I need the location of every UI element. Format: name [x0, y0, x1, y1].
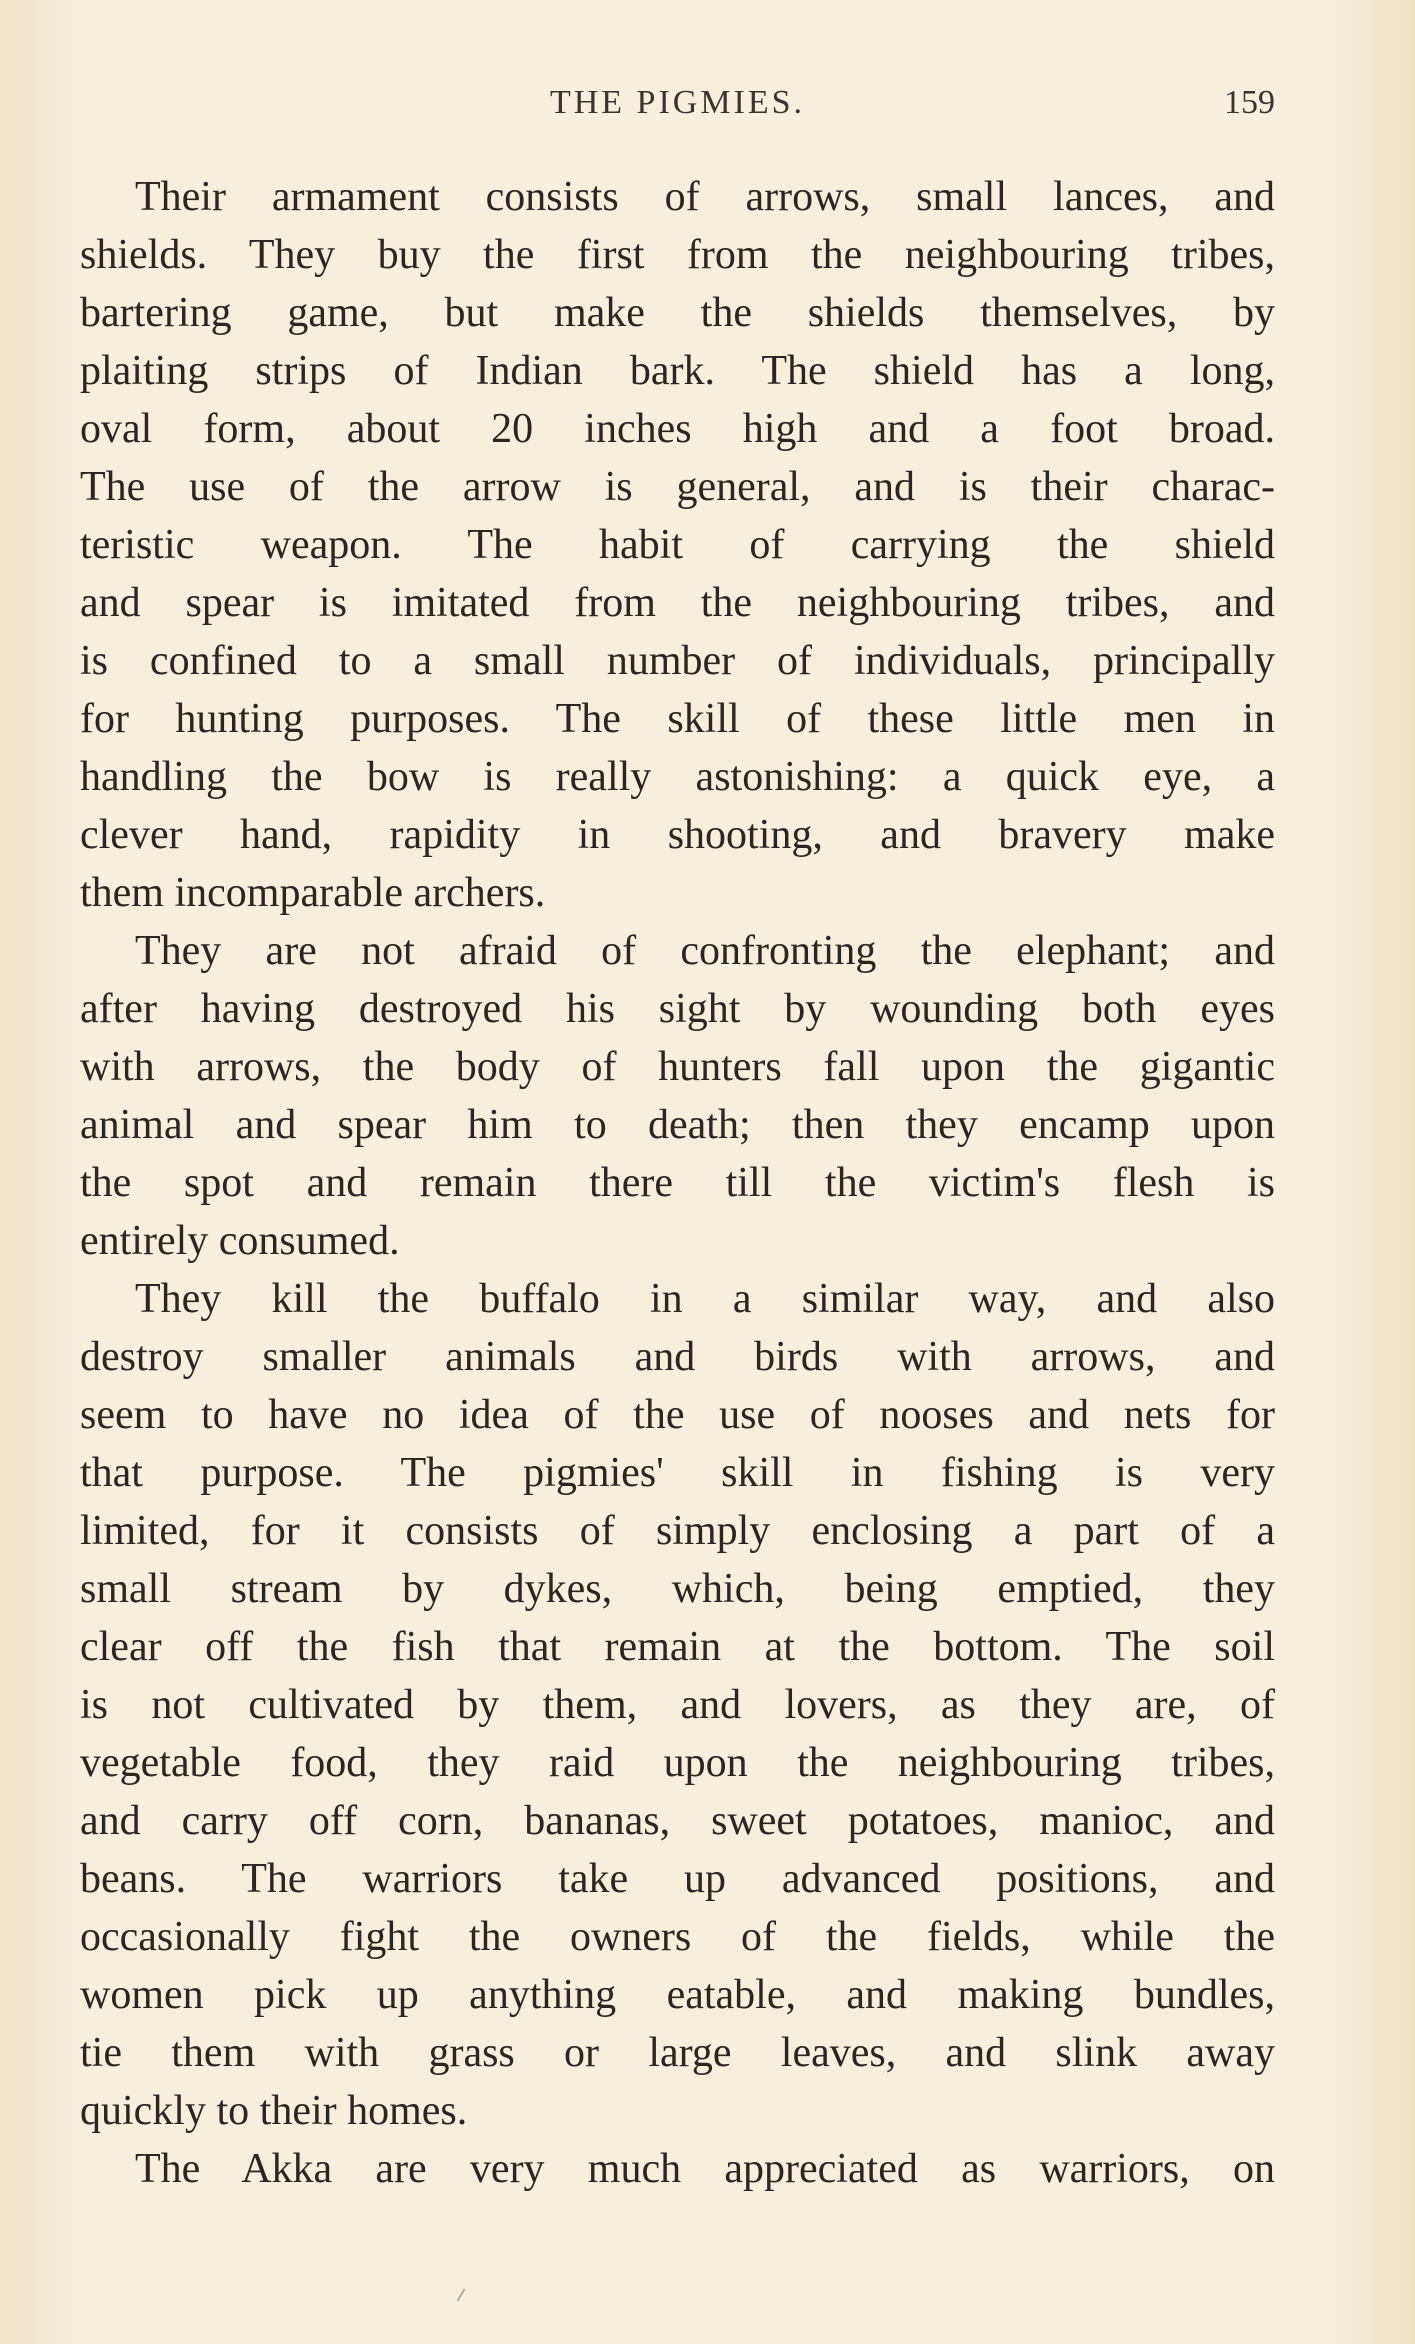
text-line: shields. They buy the first from the neighbouring tribes,	[80, 232, 1275, 278]
text-line: with arrows, the body of hunters fall upon the gigantic	[80, 1044, 1275, 1090]
text-line: after having destroyed his sight by wounding both eyes	[80, 986, 1275, 1032]
text-line: is confined to a small number of individuals, principally	[80, 638, 1275, 684]
text-line: beans. The warriors take up advanced positions, and	[80, 1856, 1275, 1902]
text-line: vegetable food, they raid upon the neighbouring tribes,	[80, 1740, 1275, 1786]
text-line: small stream by dykes, which, being emptied, they	[80, 1566, 1275, 1612]
text-line: teristic weapon. The habit of carrying the shield	[80, 522, 1275, 568]
text-line: destroy smaller animals and birds with arrows, and	[80, 1334, 1275, 1380]
text-line: plaiting strips of Indian bark. The shield has a long,	[80, 348, 1275, 394]
text-line: Their armament consists of arrows, small lances, and	[135, 174, 1275, 220]
text-line: animal and spear him to death; then they encamp upon	[80, 1102, 1275, 1148]
text-line: They kill the buffalo in a similar way, and also	[135, 1276, 1275, 1322]
text-line: and spear is imitated from the neighbouring tribes, and	[80, 580, 1275, 626]
text-line: is not cultivated by them, and lovers, as they are, of	[80, 1682, 1275, 1728]
text-line: tie them with grass or large leaves, and slink away	[80, 2030, 1275, 2076]
text-line: limited, for it consists of simply enclosing a part of a	[80, 1508, 1275, 1554]
text-line: bartering game, but make the shields themselves, by	[80, 290, 1275, 336]
text-line: that purpose. The pigmies' skill in fishing is very	[80, 1450, 1275, 1496]
text-line: The use of the arrow is general, and is their charac-	[80, 464, 1275, 510]
text-line: them incomparable archers.	[80, 870, 546, 916]
text-line: quickly to their homes.	[80, 2088, 468, 2134]
running-head: THE PIGMIES.	[549, 84, 806, 121]
body-text	[80, 168, 1275, 2198]
text-line: clear off the fish that remain at the bottom. The soil	[80, 1624, 1275, 1670]
text-line: the spot and remain there till the victim's flesh is	[80, 1160, 1275, 1206]
text-line: They are not afraid of confronting the elephant; and	[135, 928, 1275, 974]
text-line: occasionally fight the owners of the fields, while the	[80, 1914, 1275, 1960]
page-number: 159	[1224, 84, 1275, 121]
text-line: clever hand, rapidity in shooting, and bravery make	[80, 812, 1275, 858]
text-line: The Akka are very much appreciated as warriors, on	[135, 2146, 1275, 2192]
ink-speck	[457, 2288, 466, 2301]
text-line: entirely consumed.	[80, 1218, 400, 1264]
text-line: and carry off corn, bananas, sweet potatoes, manioc, and	[80, 1798, 1275, 1844]
text-line: oval form, about 20 inches high and a foot broad.	[80, 406, 1275, 452]
page-header	[80, 84, 1275, 134]
text-line: seem to have no idea of the use of nooses and nets for	[80, 1392, 1275, 1438]
text-line: women pick up anything eatable, and making bundles,	[80, 1972, 1275, 2018]
text-line: for hunting purposes. The skill of these little men in	[80, 696, 1275, 742]
text-line: handling the bow is really astonishing: a quick eye, a	[80, 754, 1275, 800]
